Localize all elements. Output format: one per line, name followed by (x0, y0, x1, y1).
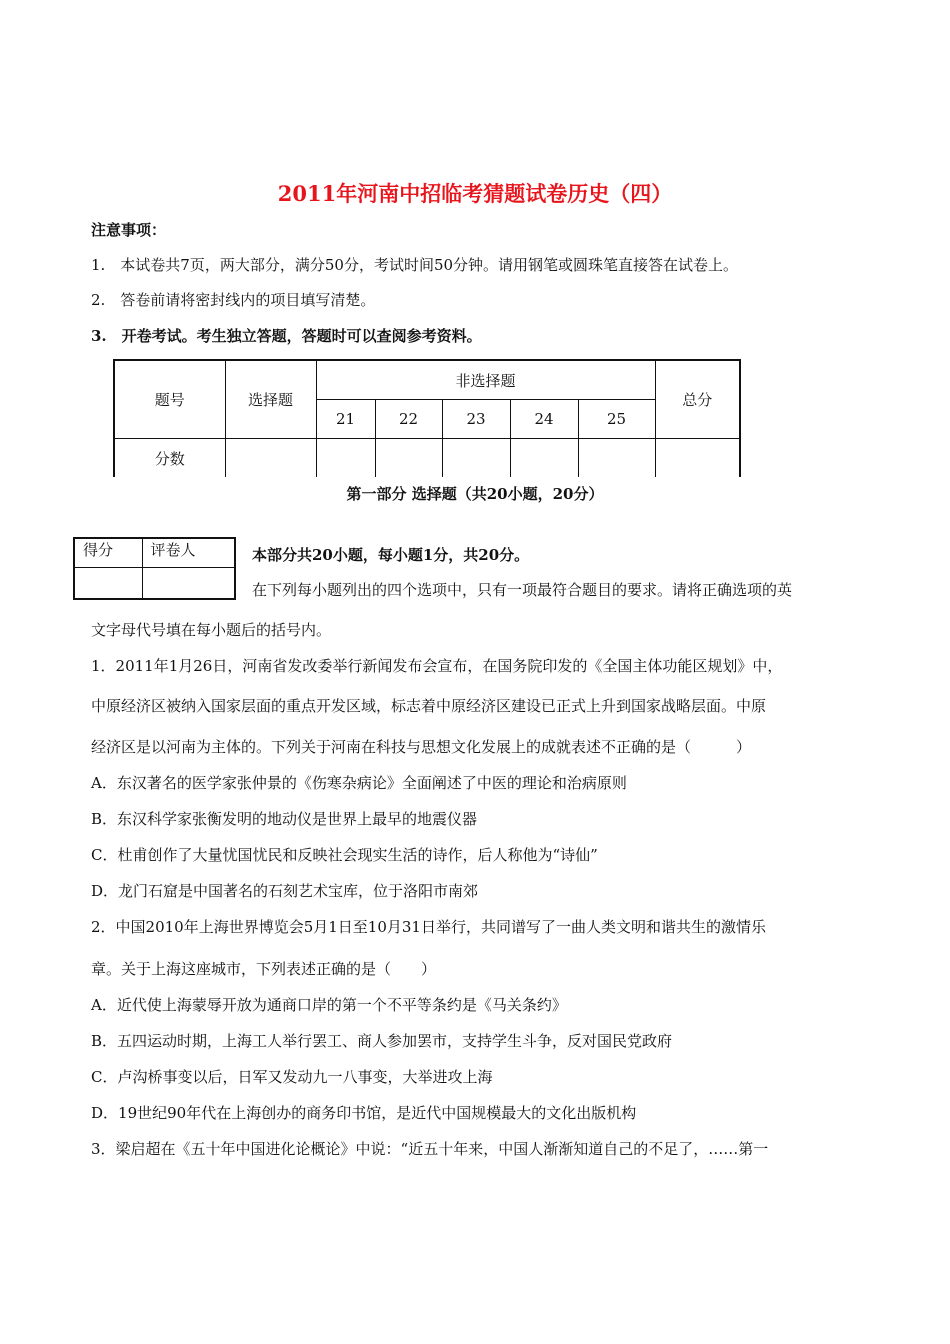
header-total: 总分 (655, 360, 740, 439)
question-option: D．19世纪90年代在上海创办的商务印书馆，是近代中国规模最大的文化出版机构 (91, 1104, 637, 1122)
header-q22: 22 (375, 400, 442, 439)
question-option: D．龙门石窟是中国著名的石刻艺术宝库，位于洛阳市南郊 (91, 882, 479, 900)
score-cell[interactable] (442, 439, 510, 478)
notice-item: 3. 开卷考试。考生独立答题，答题时可以查阅参考资料。 (91, 327, 482, 345)
question-stem: 1．2011年1月26日，河南省发改委举行新闻发布会宣布，在国务院印发的《全国主体功能区规划》中， (91, 657, 783, 675)
question-option: B．五四运动时期，上海工人举行罢工、商人参加罢市，支持学生斗争，反对国民党政府 (91, 1032, 673, 1050)
grader-name-cell[interactable] (142, 568, 235, 600)
grader-score-label: 得分 (74, 538, 142, 568)
question-option: A．近代使上海蒙辱开放为通商口岸的第一个不平等条约是《马关条约》 (91, 996, 567, 1014)
score-cell[interactable] (225, 439, 316, 478)
grader-score-cell[interactable] (74, 568, 142, 600)
header-nonchoice: 非选择题 (316, 360, 655, 400)
notice-item: 2. 答卷前请将密封线内的项目填写清楚。 (91, 291, 376, 309)
question-stem: 中原经济区被纳入国家层面的重点开发区域，标志着中原经济区建设已正式上升到国家战略层面。中原 (91, 697, 767, 715)
question-option: A．东汉著名的医学家张仲景的《伤寒杂病论》全面阐述了中医的理论和治病原则 (91, 774, 627, 792)
header-q25: 25 (578, 400, 655, 439)
grader-box (73, 537, 236, 600)
part1-intro: 文字母代号填在每小题后的括号内。 (91, 621, 332, 639)
header-number: 题号 (114, 360, 225, 439)
notice-heading: 注意事项： (91, 221, 167, 239)
question-option: C．杜甫创作了大量忧国忧民和反映社会现实生活的诗作，后人称他为“诗仙” (91, 846, 598, 864)
page-title: 2011年河南中招临考猜题试卷历史（四） (277, 181, 673, 206)
score-cell[interactable] (510, 439, 578, 478)
question-stem: 3．梁启超在《五十年中国进化论概论》中说：“近五十年来，中国人渐渐知道自己的不足了，……第一 (91, 1140, 769, 1158)
row-score-label: 分数 (114, 439, 225, 478)
question-stem: 章。关于上海这座城市，下列表述正确的是（ ） (91, 960, 437, 978)
notice-item: 1. 本试卷共7页，两大部分，满分50分，考试时间50分钟。请用钢笔或圆珠笔直接答在试卷上。 (91, 256, 739, 274)
header-q23: 23 (442, 400, 510, 439)
header-q21: 21 (316, 400, 375, 439)
question-stem: 经济区是以河南为主体的。下列关于河南在科技与思想文化发展上的成就表述不正确的是（ ） (91, 738, 752, 756)
question-option: C．卢沟桥事变以后，日军又发动九一八事变，大举进攻上海 (91, 1068, 493, 1086)
score-table (113, 359, 741, 477)
score-cell[interactable] (375, 439, 442, 478)
header-choice: 选择题 (225, 360, 316, 439)
part1-intro-bold: 本部分共20小题，每小题1分，共20分。 (252, 546, 530, 564)
question-stem: 2．中国2010年上海世界博览会5月1日至10月31日举行，共同谱写了一曲人类文明和谐共生的激情乐 (91, 918, 766, 936)
score-cell[interactable] (578, 439, 655, 478)
header-q24: 24 (510, 400, 578, 439)
part1-intro: 在下列每小题列出的四个选项中，只有一项最符合题目的要求。请将正确选项的英 (252, 581, 793, 599)
grader-name-label: 评卷人 (142, 538, 235, 568)
score-cell[interactable] (655, 439, 740, 478)
score-cell[interactable] (316, 439, 375, 478)
part1-heading: 第一部分 选择题（共20小题，20分） (346, 485, 604, 503)
question-option: B．东汉科学家张衡发明的地动仪是世界上最早的地震仪器 (91, 810, 478, 828)
